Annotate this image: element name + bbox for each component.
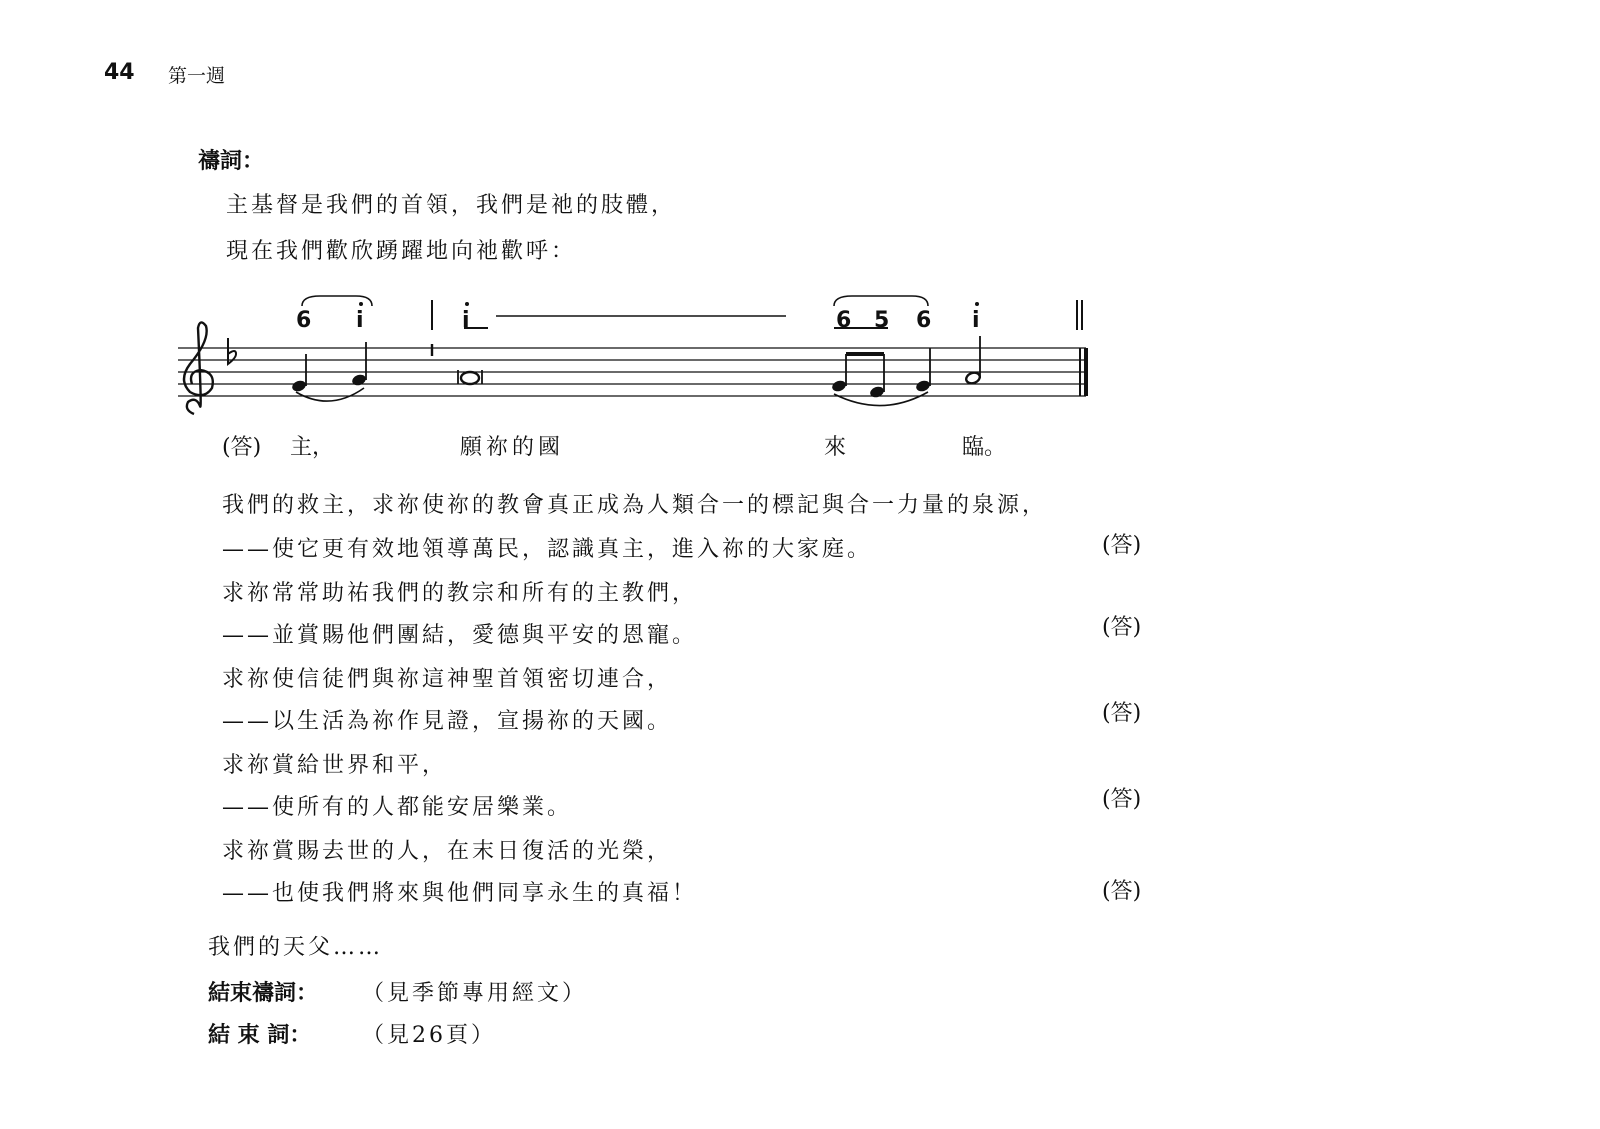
eighth-note (831, 379, 848, 393)
concluding-prayer-label: 結束禱詞： (208, 980, 319, 1006)
petition-call: 求祢常常助祐我們的教宗和所有的主教們， (222, 581, 698, 606)
page-number: 44 (104, 60, 135, 85)
running-head: 第一週 (168, 65, 226, 87)
lyric: 主， (290, 435, 335, 460)
response-marker: (答) (1102, 701, 1142, 726)
petition-answer: ——使它更有效地領導萬民，認識真主，進入祢的大家庭。 (222, 537, 873, 562)
response-label: (答) (222, 435, 262, 460)
jianpu-note: i (356, 308, 364, 333)
jianpu-note: i (462, 308, 470, 333)
jianpu-note: 6 (836, 308, 852, 333)
jianpu-slur (302, 296, 372, 306)
response-marker: (答) (1102, 879, 1142, 904)
petition-call: 求祢賞賜去世的人，在末日復活的光榮， (222, 839, 673, 864)
response-marker: (答) (1102, 615, 1142, 640)
petition-answer: ——並賞賜他們團結，愛德與平安的恩寵。 (222, 623, 698, 648)
lyric: 臨。 (962, 435, 1007, 460)
quarter-note (291, 379, 308, 393)
music-staff (170, 288, 1100, 422)
petition-call: 求祢賞給世界和平， (222, 753, 448, 778)
dismissal-ref: （見26頁） (362, 1023, 496, 1048)
dismissal-label: 結 束 詞： (208, 1022, 312, 1048)
jianpu-note: 6 (296, 308, 312, 333)
jianpu-slur (834, 296, 928, 306)
response-marker: (答) (1102, 533, 1142, 558)
treble-clef (184, 322, 213, 414)
petition-call: 我們的救主，求祢使祢的教會真正成為人類合一的標記與合一力量的泉源， (222, 493, 1048, 518)
intercession-heading: 禱詞： (198, 148, 265, 174)
petition-answer: ——使所有的人都能安居樂業。 (222, 795, 573, 820)
lords-prayer: 我們的天父…… (208, 935, 384, 960)
intro-line-2: 現在我們歡欣踴躍地向祂歡呼： (226, 239, 577, 264)
jianpu-note: 5 (874, 308, 890, 333)
response-marker: (答) (1102, 787, 1142, 812)
half-note (965, 371, 982, 385)
jianpu-note: i (972, 308, 980, 333)
lyric: 願祢的國 (460, 435, 565, 460)
petition-answer: ——也使我們將來與他們同享永生的真福！ (222, 881, 698, 906)
eighth-note (869, 385, 886, 399)
whole-note (461, 372, 479, 384)
quarter-note (915, 379, 932, 393)
petition-call: 求祢使信徒們與祢這神聖首領密切連合， (222, 667, 673, 692)
petition-answer: ——以生活為祢作見證，宣揚祢的天國。 (222, 709, 673, 734)
jianpu-note: 6 (916, 308, 932, 333)
lyric: 來 (824, 435, 847, 460)
concluding-prayer-ref: （見季節專用經文） (362, 981, 588, 1006)
note-slur (296, 388, 364, 401)
intro-line-1: 主基督是我們的首領，我們是祂的肢體， (226, 193, 677, 218)
quarter-note (351, 373, 368, 387)
